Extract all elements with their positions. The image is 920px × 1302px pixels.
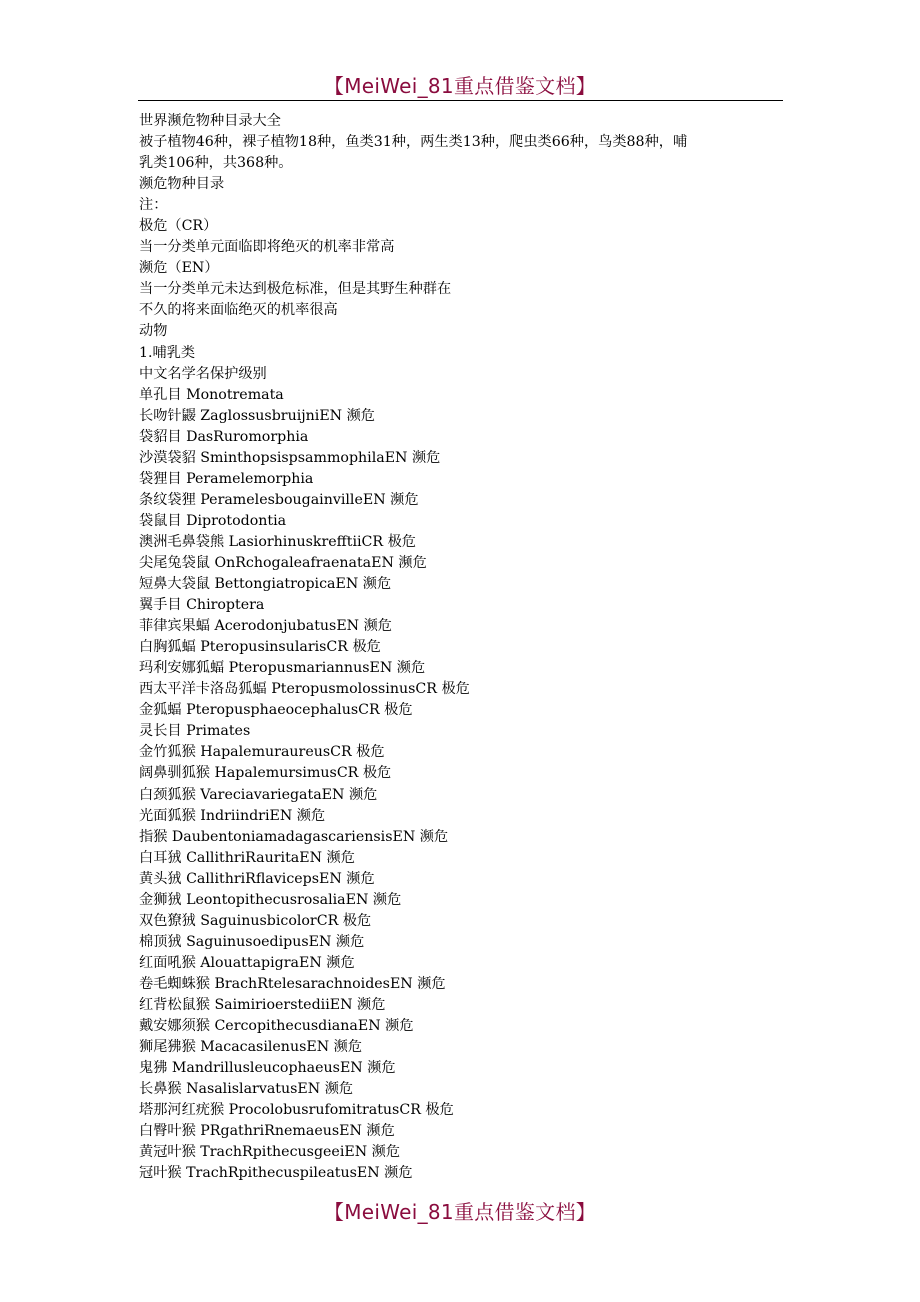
text-line: 红背松鼠猴 SaimirioerstediiEN 濒危 <box>139 996 386 1013</box>
text-line: 金狐蝠 PteropusphaeocephalusCR 极危 <box>139 702 413 719</box>
text-line: 黄冠叶猴 TrachRpithecusgeeiEN 濒危 <box>139 1144 401 1161</box>
page-header: 【MeiWei_81重点借鉴文档】 <box>323 74 597 98</box>
text-line: 当一分类单元面临即将绝灭的机率非常高 <box>139 239 395 256</box>
text-line: 长鼻猴 NasalislarvatusEN 濒危 <box>139 1081 354 1098</box>
text-line: 沙漠袋貂 SminthopsispsammophilaEN 濒危 <box>139 449 441 466</box>
text-line: 袋狸目 Peramelemorphia <box>139 470 314 487</box>
text-line: 戴安娜须猴 CercopithecusdianaEN 濒危 <box>139 1018 414 1035</box>
text-line: 濒危物种目录 <box>139 176 225 193</box>
text-line: 乳类106种，共368种。 <box>139 155 293 172</box>
header-divider <box>138 100 783 101</box>
text-line: 中文名学名保护级别 <box>139 365 267 382</box>
text-line: 极危（CR） <box>139 218 218 235</box>
text-line: 塔那河红疣猴 ProcolobusrufomitratusCR 极危 <box>139 1102 454 1119</box>
text-line: 灵长目 Primates <box>139 723 251 740</box>
text-line: 不久的将来面临绝灭的机率很高 <box>139 302 338 319</box>
text-line: 阔鼻驯狐猴 HapalemursimusCR 极危 <box>139 765 392 782</box>
text-line: 翼手目 Chiroptera <box>139 597 265 614</box>
text-line: 冠叶猴 TrachRpithecuspileatusEN 濒危 <box>139 1165 413 1182</box>
text-line: 条纹袋狸 PeramelesbougainvilleEN 濒危 <box>139 491 419 508</box>
text-line: 狮尾狒猴 MacacasilenusEN 濒危 <box>139 1039 363 1056</box>
text-line: 白颈狐猴 VareciavariegataEN 濒危 <box>139 786 378 803</box>
page-footer: 【MeiWei_81重点借鉴文档】 <box>323 1200 597 1224</box>
text-line: 指猴 DaubentoniamadagascariensisEN 濒危 <box>139 828 449 845</box>
text-line: 当一分类单元未达到极危标准，但是其野生种群在 <box>139 281 452 298</box>
text-line: 濒危（EN） <box>139 260 219 277</box>
text-line: 鬼狒 MandrillusleucophaeusEN 濒危 <box>139 1060 396 1077</box>
text-line: 短鼻大袋鼠 BettongiatropicaEN 濒危 <box>139 576 392 593</box>
text-line: 光面狐猴 IndriindriEN 濒危 <box>139 807 326 824</box>
text-line: 长吻针鼹 ZaglossusbruijniEN 濒危 <box>139 407 375 424</box>
text-line: 棉顶狨 SaguinusoedipusEN 濒危 <box>139 933 365 950</box>
text-line: 双色獠狨 SaguinusbicolorCR 极危 <box>139 912 372 929</box>
text-line: 西太平洋卡洛岛狐蝠 PteropusmolossinusCR 极危 <box>139 681 470 698</box>
text-line: 尖尾兔袋鼠 OnRchogaleafraenataEN 濒危 <box>139 554 427 571</box>
text-line: 被子植物46种，裸子植物18种，鱼类31种，两生类13种，爬虫类66种，鸟类88种，哺 <box>139 134 688 151</box>
text-line: 白胸狐蝠 PteropusinsularisCR 极危 <box>139 639 381 656</box>
text-line: 袋鼠目 Diprotodontia <box>139 512 287 529</box>
text-line: 动物 <box>139 323 168 340</box>
text-line: 白臀叶猴 PRgathriRnemaeusEN 濒危 <box>139 1123 395 1140</box>
text-line: 卷毛蜘蛛猴 BrachRtelesarachnoidesEN 濒危 <box>139 975 446 992</box>
text-line: 金狮狨 LeontopithecusrosaliaEN 濒危 <box>139 891 402 908</box>
text-line: 单孔目 Monotremata <box>139 386 284 403</box>
text-line: 玛利安娜狐蝠 PteropusmariannusEN 濒危 <box>139 660 426 677</box>
document-body <box>139 111 784 1184</box>
text-line: 红面吼猴 AlouattapigraEN 濒危 <box>139 954 355 971</box>
text-line: 菲律宾果蝠 AcerodonjubatusEN 濒危 <box>139 618 392 635</box>
text-line: 世界濒危物种目录大全 <box>139 113 281 129</box>
text-line: 注： <box>139 197 168 214</box>
text-line: 1.哺乳类 <box>139 344 196 361</box>
text-line: 黄头狨 CallithriRflavicepsEN 濒危 <box>139 870 375 887</box>
text-line: 金竹狐猴 HapalemuraureusCR 极危 <box>139 744 385 761</box>
text-line: 袋貂目 DasRuromorphia <box>139 428 309 445</box>
text-line: 白耳狨 CallithriRauritaEN 濒危 <box>139 849 355 866</box>
text-line: 澳洲毛鼻袋熊 LasiorhinuskrefftiiCR 极危 <box>139 533 416 550</box>
